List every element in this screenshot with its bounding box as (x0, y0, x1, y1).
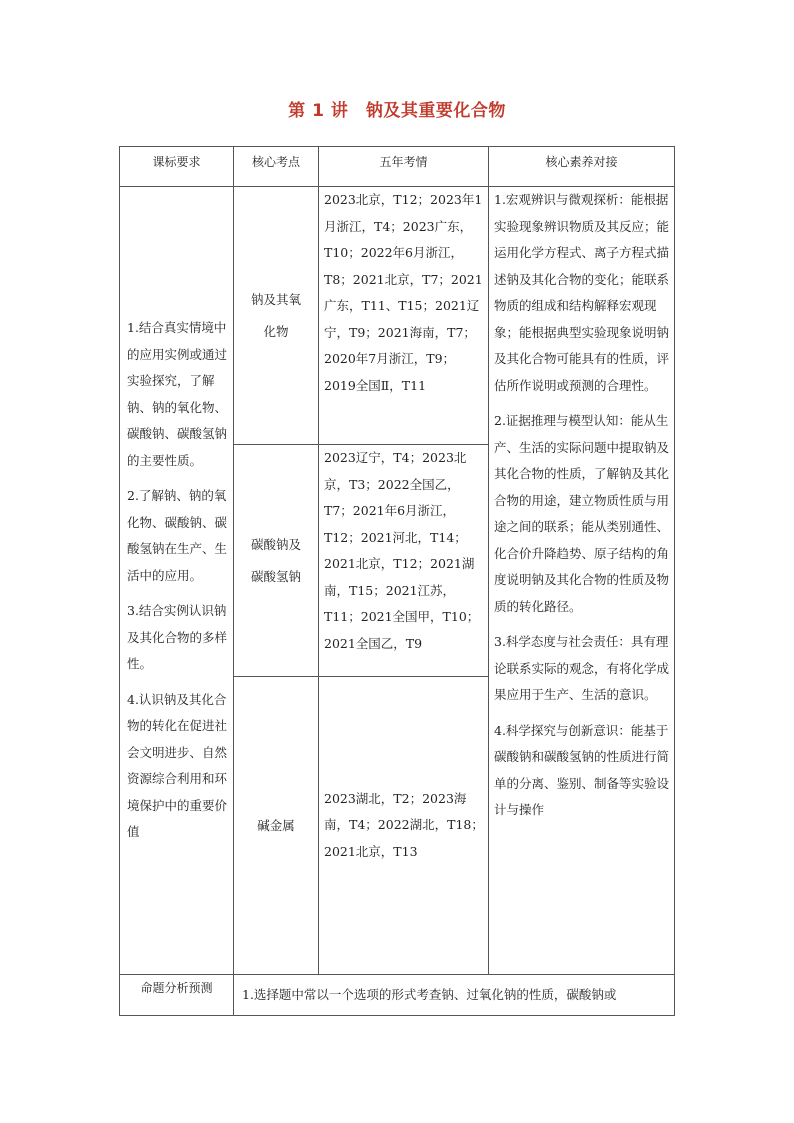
header-requirements: 课标要求 (119, 146, 234, 187)
exams-carbonates: 2023辽宁，T4；2023北京，T3；2022全国乙，T7；2021年6月浙江，T12；2021河北，T14；2021北京，T12；2021湖南，T15；2021江苏，T11；2021全国甲，T10；2021全国乙，T9 (318, 444, 489, 677)
literacy-2: 2.证据推理与模型认知：能从生产、生活的实际问题中提取钠及其化合物的性质，了解钠及其化合物的用途，建立物质性质与用途之间的联系；能从类别通性、化合价升降趋势、原子结构的角度说明钠及其化合物的性质及物质的转化路径。 (494, 413, 670, 614)
page-title: 第 1 讲 钠及其重要化合物 (288, 101, 506, 121)
requirement-1: 1.结合真实情境中的应用实例或通过实验探究，了解钠、钠的氧化物、碳酸钠、碳酸氢钠的主要性质。 (127, 320, 228, 468)
requirement-4: 4.认识钠及其化合物的转化在促进社会文明进步、自然资源综合利用和环境保护中的重要价值 (127, 691, 228, 840)
header-core-points: 核心考点 (233, 146, 319, 187)
literacy-1: 1.宏观辨识与微观探析：能根据实验现象辨识物质及其反应；能运用化学方程式、离子方程式描述钠及其化合物的变化；能联系物质的组成和结构解释宏观现象；能根据典型实验现象说明钠及其化合物可能具有的性质，评估所作说明或预测的合理性。 (494, 192, 670, 393)
literacy-4: 4.科学探究与创新意识：能基于碳酸钠和碳酸氢钠的性质进行简单的分离、鉴别、制备等实验设计与操作 (494, 722, 670, 817)
point-name: 钠及其氧化物 (250, 291, 301, 339)
requirements-cell (119, 186, 234, 975)
exams-text: 2023湖北，T2；2023海南，T4；2022湖北，T18；2021北京，T13 (324, 790, 484, 859)
literacy-3: 3.科学态度与社会责任：具有理论联系实际的观念，有将化学成果应用于生产、生活的意识。 (494, 634, 670, 702)
point-name: 碳酸钠及碳酸氢钠 (250, 536, 301, 584)
point-carbonates (233, 444, 319, 677)
point-alkali-metals (233, 676, 319, 975)
header-literacy: 核心素养对接 (488, 146, 675, 187)
literacy-cell (488, 186, 675, 975)
point-sodium-oxides (233, 186, 319, 445)
requirement-2: 2.了解钠、钠的氧化物、碳酸钠、碳酸氢钠在生产、生活中的应用。 (127, 488, 228, 583)
requirement-3: 3.结合实例认识钠及其化合物的多样性。 (127, 603, 228, 672)
header-exam-history: 五年考情 (318, 146, 489, 187)
prediction-label: 命题分析预测 (119, 974, 234, 1016)
point-name: 碱金属 (257, 817, 295, 833)
prediction-text: 1.选择题中常以一个选项的形式考查钠、过氧化钠的性质，碳酸钠或 (233, 974, 675, 1016)
exams-sodium-oxides: 2023北京，T12；2023年1月浙江，T4；2023广东，T10；2022年6月浙江，T8；2021北京，T7；2021广东，T11、T15；2021辽宁，T9；2021海南，T7；2020年7月浙江，T9；2019全国Ⅱ，T11 (318, 186, 489, 445)
exams-alkali-metals (318, 676, 489, 975)
